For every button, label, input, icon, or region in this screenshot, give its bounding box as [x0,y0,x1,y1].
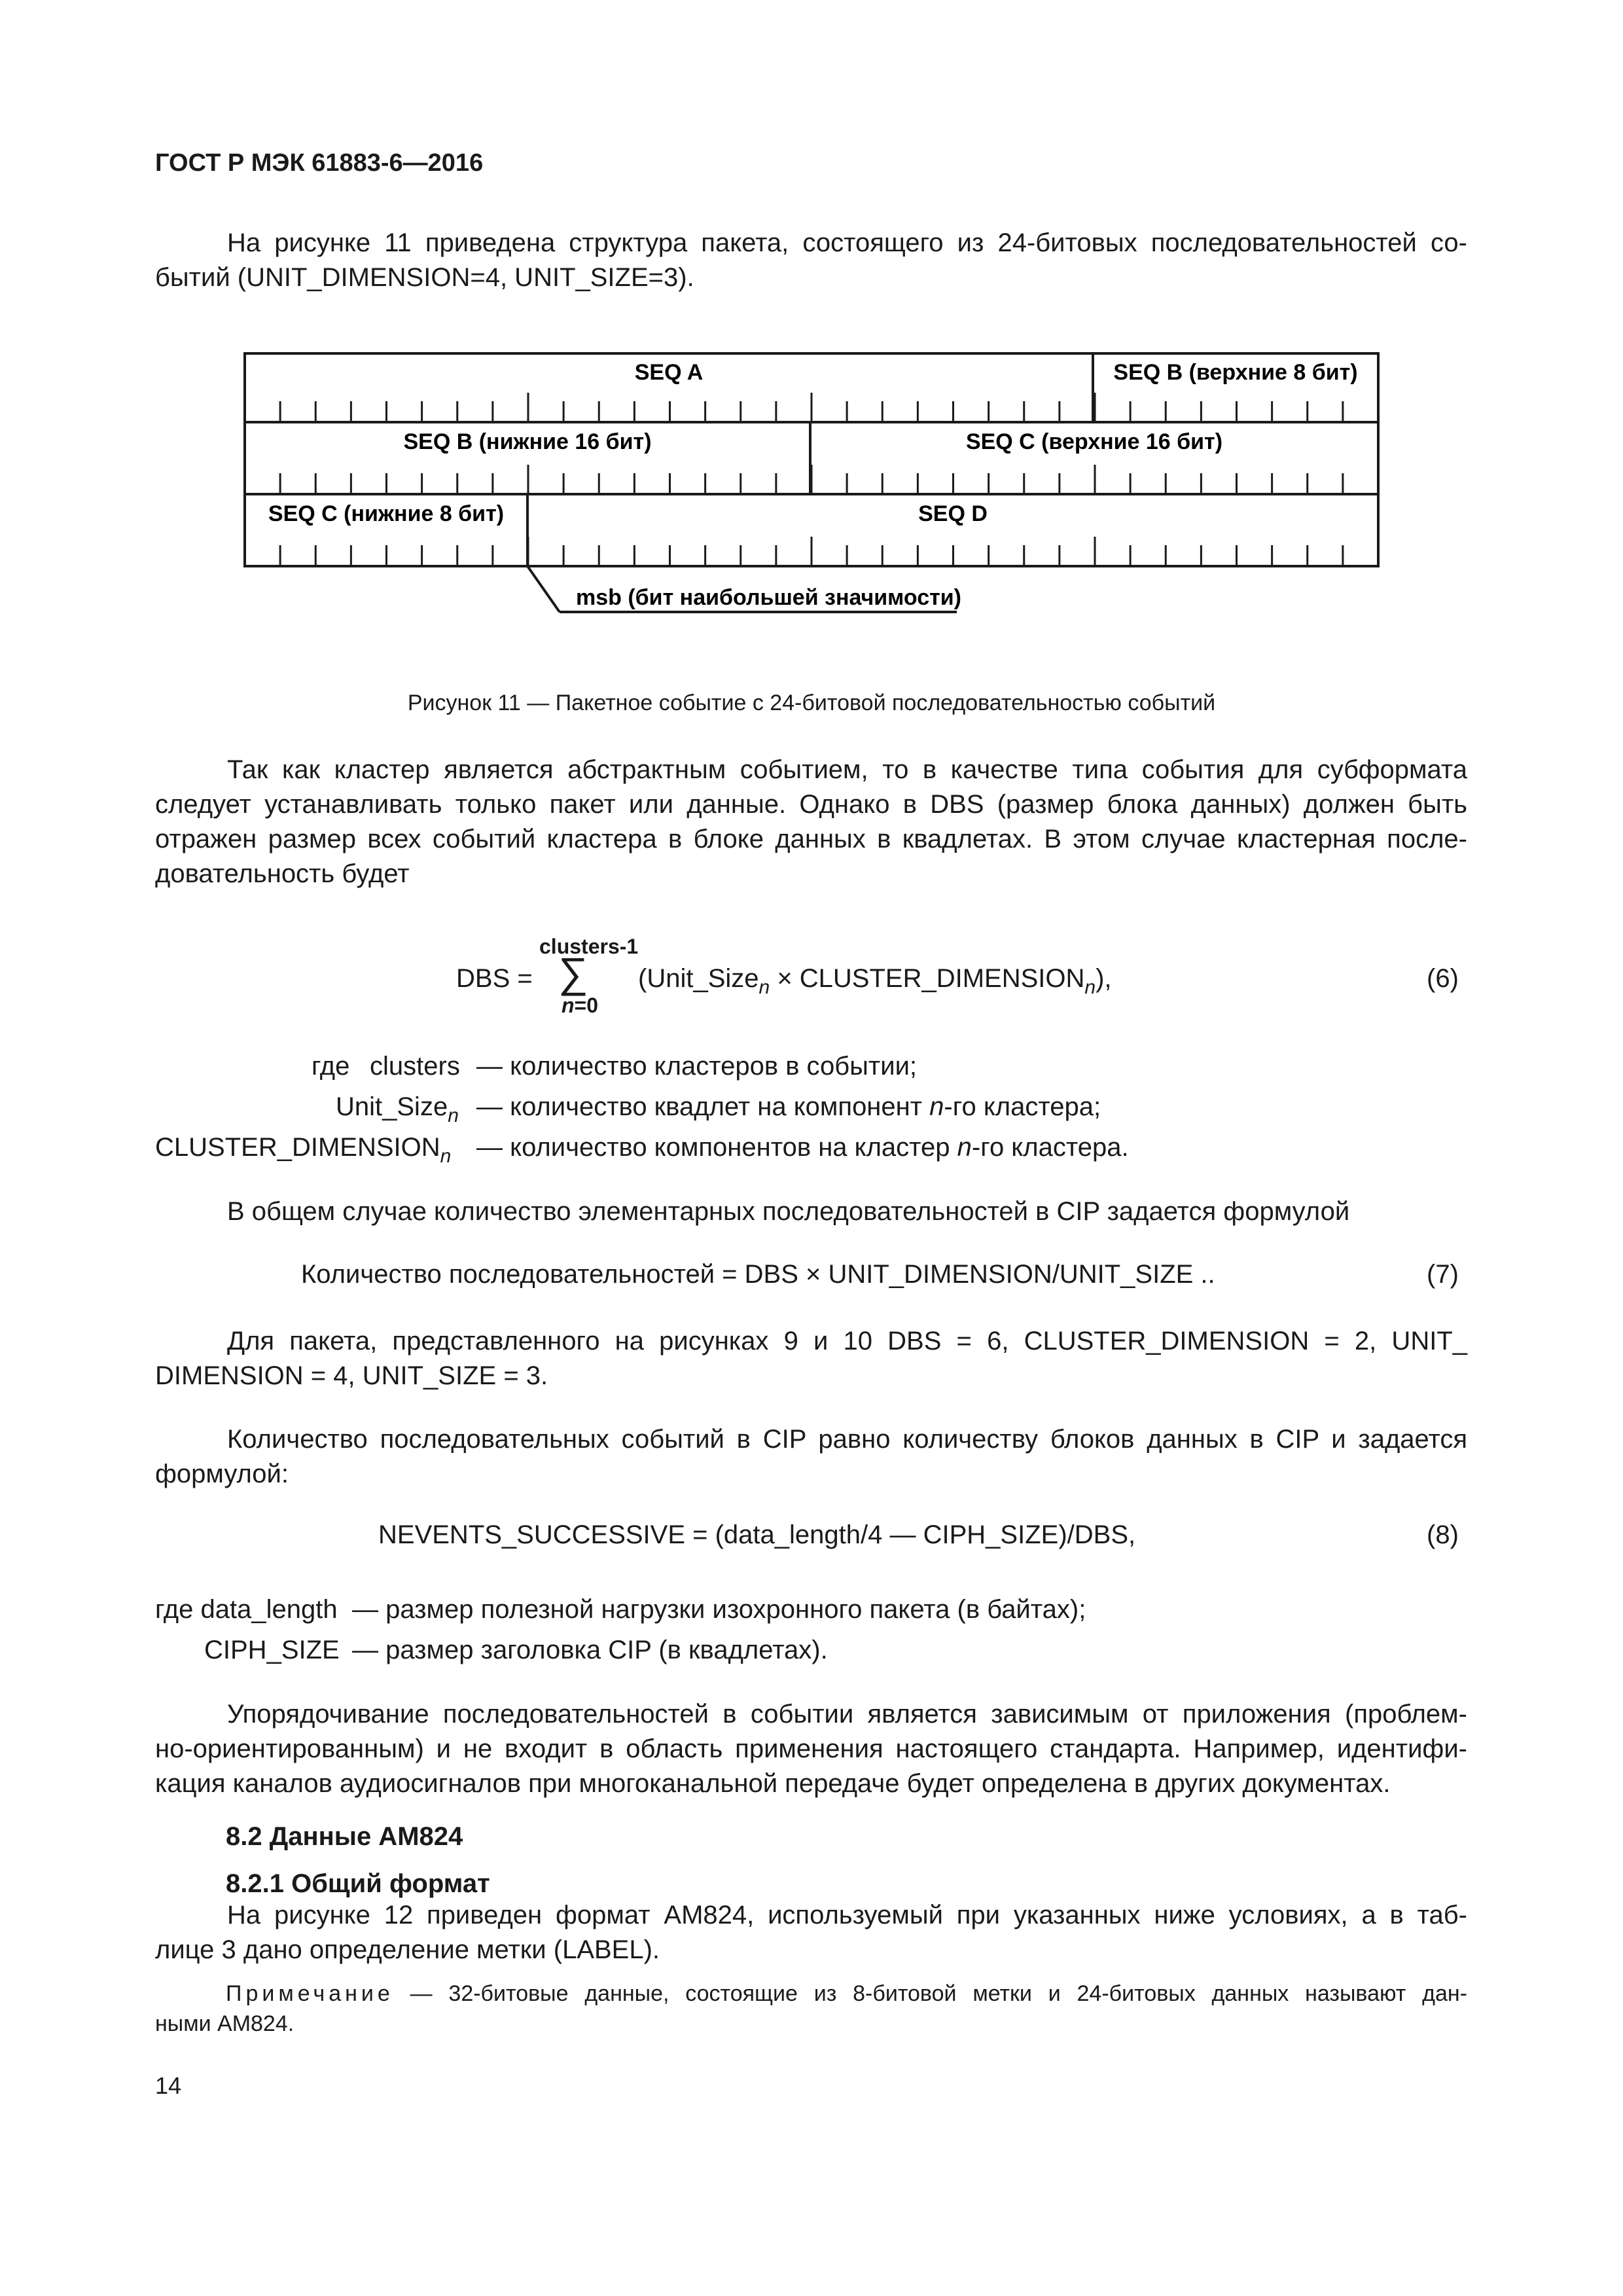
seq-d-label: SEQ D [918,501,988,526]
where8-term-ciph-size: CIPH_SIZE [204,1636,340,1664]
para1-line-3: отражен размер всех событий кластера в блоке данных в квадлетах. В этом случае кластерная после- [155,825,1467,853]
para4-line-1: Количество последовательных событий в CIP равно количеству блоков данных в CIP и задается [227,1425,1467,1454]
note-line-1: Примечание — 32-битовые данные, состоящие из 8-битовой метки и 24-битовых данных называют дан- [226,1981,1467,2006]
eq6-lhs: DBS = [456,964,533,993]
intro-line-1: На рисунке 11 приведена структура пакета, состоящего из 24-битовых последовательностей со- [227,228,1467,257]
where-term-cluster-dimension: $CLUSTER\_DIMENSION_n$ [155,1133,452,1167]
eq6-number: (6) [1427,964,1459,993]
eq6-body: (Unit_Size$_n$ × $CLUSTER\_DIMENSION_n$), [638,964,1112,998]
sum-lower-limit: n=0 [562,994,599,1017]
seq-b-upper-label: SEQ B (верхние 8 бит) [1113,360,1358,385]
intro-line-2: бытий (UNIT_DIMENSION=4, UNIT_SIZE=3). [155,263,694,292]
para1-line-2: следует устанавливать только пакет или данные. Однако в DBS (размер блока данных) должен быть [155,790,1467,819]
document-header: ГОСТ Р МЭК 61883-6—2016 [155,149,484,177]
para5-line-2: но-ориентированным) и не входит в область применения настоящего стандарта. Например, идентифи- [155,1734,1467,1763]
where8-desc-data-length: — размер полезной нагрузки изохронного пакета (в байтах); [352,1595,1086,1624]
eq7-body: Количество последовательностей = DBS × UNIT_DIMENSION/UNIT_SIZE .. [301,1260,1215,1289]
para3-line-1: Для пакета, представленного на рисунках 9 и 10 DBS = 6, CLUSTER_DIMENSION = 2, UNIT_ [227,1327,1467,1355]
msb-pointer [527,566,560,612]
seq-b-lower-label: SEQ B (нижние 16 бит) [403,429,652,454]
sigma-symbol: ∑ [558,949,588,996]
where-desc-cluster-dimension: — количество компонентов на кластер n-го кластера. [476,1133,1129,1162]
where8-term-data-length: где data_length [155,1595,338,1624]
para6-line-1: На рисунке 12 приведен формат АМ824, используемый при указанных ниже условиях, а в таб- [227,1901,1467,1929]
seq-a-label: SEQ A [634,360,704,385]
eq7-number: (7) [1427,1260,1459,1289]
para2: В общем случае количество элементарных последовательностей в CIP задается формулой [227,1197,1350,1226]
eq8-number: (8) [1427,1520,1459,1549]
page-number: 14 [155,2072,182,2099]
para3-line-2: DIMENSION = 4, UNIT_SIZE = 3. [155,1361,548,1390]
where-term-unit-size: Unit_Size$_n$ [336,1092,459,1126]
para1-line-4: довательность будет [155,859,410,888]
para6-line-2: лице 3 дано определение метки (LABEL). [155,1935,660,1964]
section-heading-8-2: 8.2 Данные АМ824 [226,1822,463,1851]
seq-c-lower-label: SEQ C (нижние 8 бит) [268,501,505,526]
where-gde: где [312,1052,350,1081]
msb-label: msb (бит наибольшей значимости) [576,585,961,610]
para5-line-3: кация каналов аудиосигналов при многоканальной передаче будет определена в других документах. [155,1769,1391,1798]
seq-c-upper-label: SEQ C (верхние 16 бит) [965,429,1223,454]
para1-line-1: Так как кластер является абстрактным событием, то в качестве типа события для субформата [227,755,1467,784]
where-desc-unit-size: — количество квадлет на компонент n-го кластера; [476,1092,1101,1121]
para4-line-2: формулой: [155,1460,289,1488]
note-line-2: ными АМ824. [155,2011,294,2036]
eq8-body: NEVENTS_SUCCESSIVE = (data_length/4 — CIPH_SIZE)/DBS, [378,1520,1136,1549]
where8-desc-ciph-size: — размер заголовка CIP (в квадлетах). [352,1636,828,1664]
sum-upper-limit: clusters-1 [539,935,639,958]
section-heading-8-2-1: 8.2.1 Общий формат [226,1869,490,1898]
packet-event-figure [0,0,1623,655]
where-term-clusters: clusters [370,1052,460,1081]
where-desc-clusters: — количество кластеров в событии; [476,1052,918,1081]
para5-line-1: Упорядочивание последовательностей в событии является зависимым от приложения (проблем- [227,1700,1467,1729]
figure-caption: Рисунок 11 — Пакетное событие с 24-битовой последовательностью событий [407,691,1216,715]
